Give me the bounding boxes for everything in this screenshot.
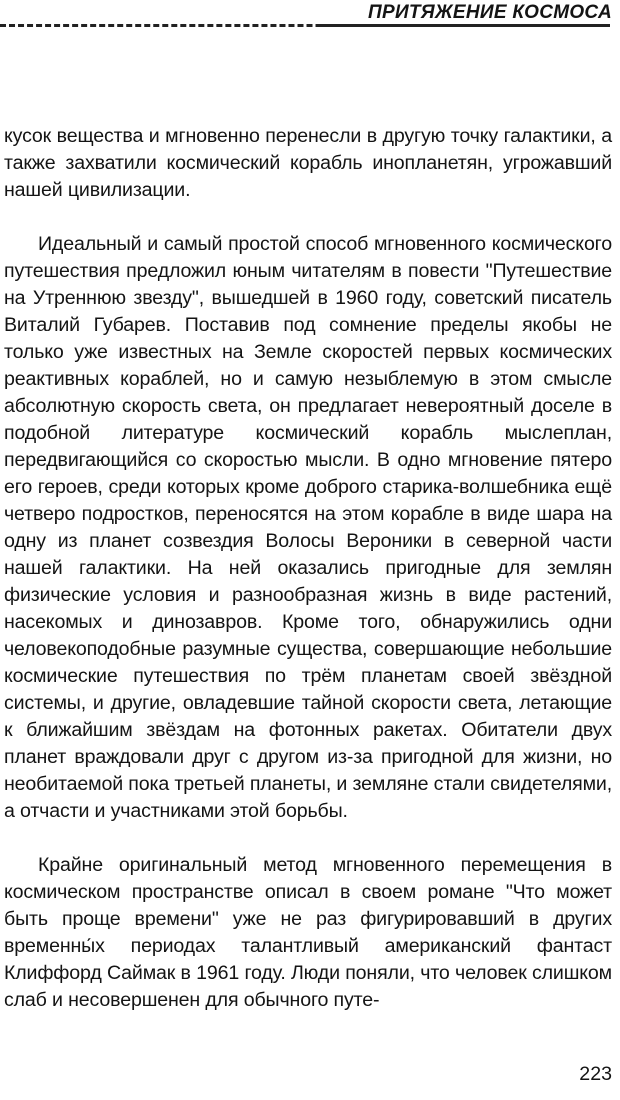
- page-body: [4, 123, 612, 1041]
- paragraph-continuation: кусок вещества и мгновенно перенесли в другую точку галактики, а также захватили космический корабль инопланетян, угрожавший нашей цивилизации.: [4, 125, 612, 201]
- page-number: 223: [579, 1063, 612, 1085]
- paragraph-gubarev: Идеальный и самый простой способ мгновенного космического путешествия предложил юным читателям в повести "Путешествие на Утреннюю звезду", вышедшей в 1960 году, советский писатель Виталий Губарев. Поставив под сомнение пределы якобы не только уже известных на Земле скоростей первых космических реактивных кораблей, но и самую незыблемую в этом смысле абсолютную скорость света, он предлагает невероятный доселе в подобной литературе космический корабль мыслеплан, передвигающийся со скоростью мысли. В одно мгновение пятеро его героев, среди которых кроме доброго старика-волшебника ещё четверо подростков, переносятся на этом корабле в виде шара на одну из планет созвездия Волосы Вероники в северной части нашей галактики. На ней оказались пригодные для землян физические условия и разнообразная жизнь в виде растений, насекомых и динозавров. Кроме того, обнаружились одни человекоподобные разумные существа, совершающие небольшие космические путешествия по трём планетам своей звёздной системы, и другие, овладевшие тайной скорости света, летающие к ближайшим звёздам на фотонных ракетах. Обитатели двух планет враждовали друг с другом из-за пригодной для жизни, но необитаемой пока третьей планеты, и земляне стали свидетелями, а отчасти и участниками этой борьбы.: [4, 233, 612, 822]
- header-solid-rule: [318, 24, 610, 27]
- paragraph-simak: Крайне оригинальный метод мгновенного перемещения в космическом пространстве описал в своем романе "Что может быть проще времени" уже не раз фигурировавший в других временны́х периодах талантливый американский фантаст Клиффорд Саймак в 1961 году. Люди поняли, что человек слишком слаб и несовершенен для обычного путе-: [4, 854, 612, 1011]
- running-title: ПРИТЯЖЕНИЕ КОСМОСА: [368, 2, 612, 23]
